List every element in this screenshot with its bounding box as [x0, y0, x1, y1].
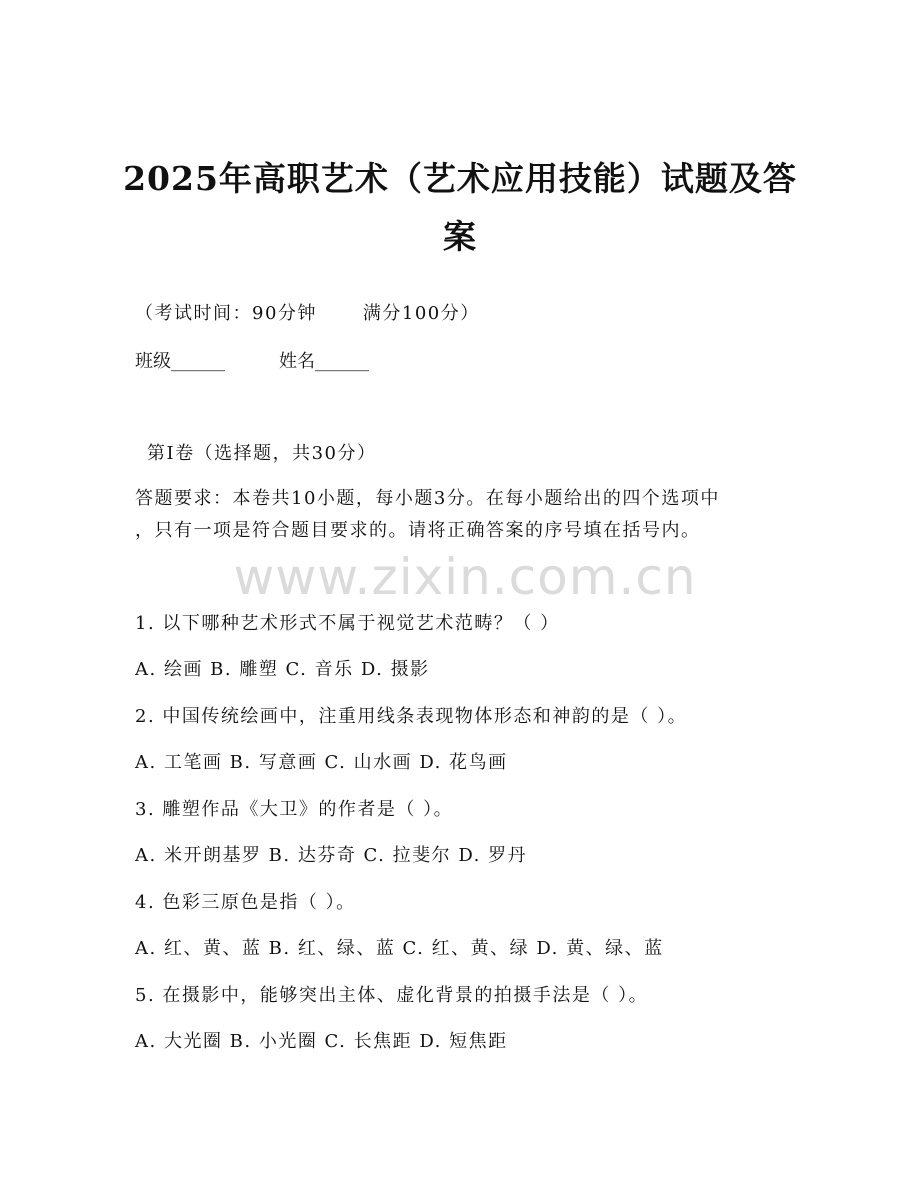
- question-5-options: A. 大光圈 B. 小光圈 C. 长焦距 D. 短焦距: [135, 1031, 508, 1052]
- exam-time: （考试时间：90分钟: [135, 303, 317, 324]
- question-3-stem: 3. 雕塑作品《大卫》的作者是（ ）。: [135, 799, 454, 820]
- document-title: [120, 150, 800, 266]
- title-line-2: 案: [443, 217, 477, 256]
- question-5-stem: 5. 在摄影中，能够突出主体、虚化背景的拍摄手法是（ ）。: [135, 985, 649, 1006]
- question-1-stem: 1. 以下哪种艺术形式不属于视觉艺术范畴？（ ）: [135, 613, 560, 634]
- question-4-stem: 4. 色彩三原色是指（ ）。: [135, 892, 356, 913]
- watermark: www.zixin.com.cn: [233, 548, 697, 606]
- title-line-1: 2025年高职艺术（艺术应用技能）试题及答: [123, 159, 797, 198]
- student-info: [135, 348, 369, 376]
- question-4-options: A. 红、黄、蓝 B. 红、绿、蓝 C. 红、黄、绿 D. 黄、绿、蓝: [135, 938, 664, 959]
- exam-info: [135, 300, 480, 328]
- name-field: 姓名______: [279, 351, 369, 372]
- question-1-options: A. 绘画 B. 雕塑 C. 音乐 D. 摄影: [135, 659, 430, 680]
- section-heading: 第I卷（选择题，共30分）: [147, 443, 377, 464]
- question-2-stem: 2. 中国传统绘画中，注重用线条表现物体形态和神韵的是（ ）。: [135, 706, 688, 727]
- exam-full-score: 满分100分）: [362, 303, 480, 324]
- question-2-options: A. 工笔画 B. 写意画 C. 山水画 D. 花鸟画: [135, 752, 508, 773]
- class-field: 班级______: [135, 351, 225, 372]
- instructions-line-2: ，只有一项是符合题目要求的。请将正确答案的序号填在括号内。: [135, 520, 701, 541]
- question-3-options: A. 米开朗基罗 B. 达芬奇 C. 拉斐尔 D. 罗丹: [135, 845, 528, 866]
- instructions-line-1: 答题要求：本卷共10小题，每小题3分。在每小题给出的四个选项中: [135, 488, 720, 509]
